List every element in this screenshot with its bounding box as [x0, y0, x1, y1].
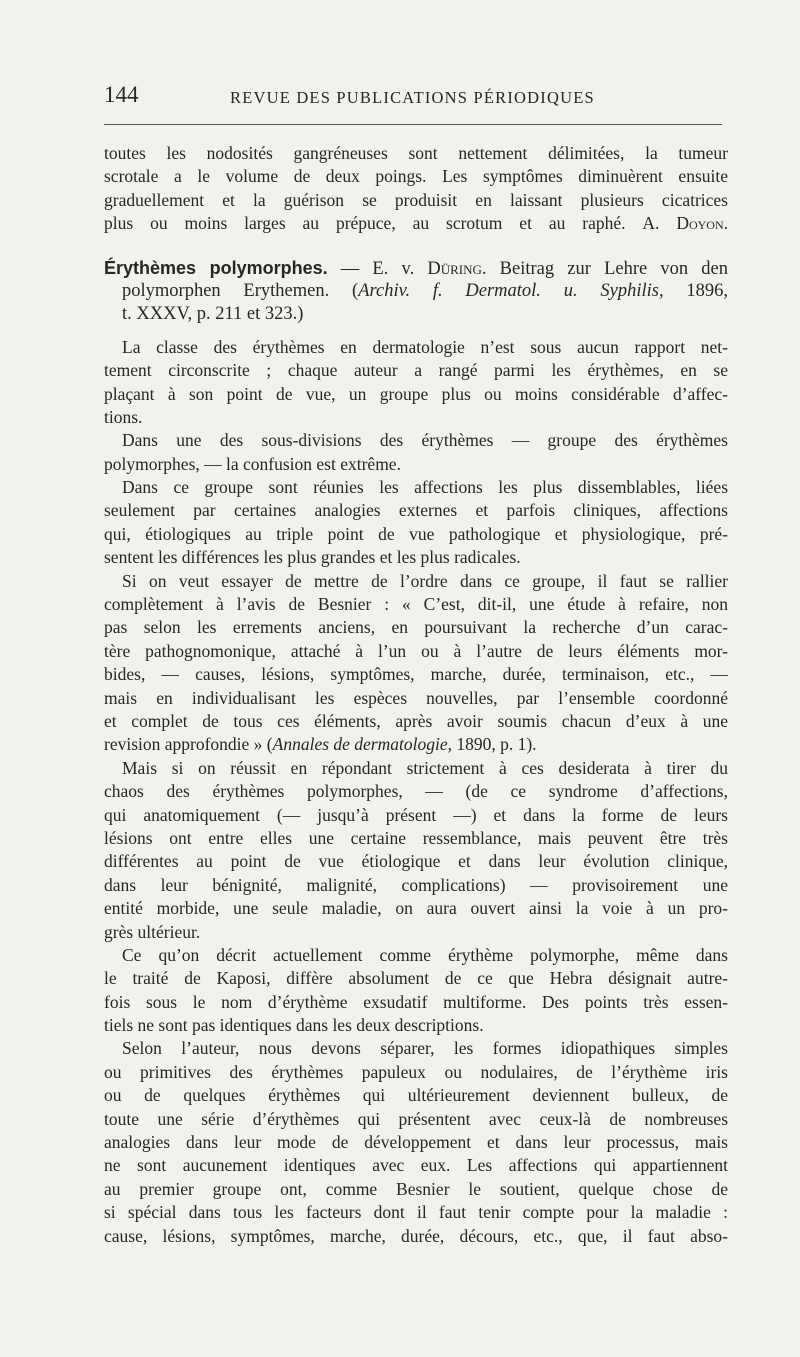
text-line: tère pathognomonique, attaché à l’un ou à l’autre de leurs éléments mor-	[104, 640, 728, 661]
text-span: revision approfondie » (	[104, 734, 273, 755]
article-citation-line	[104, 280, 728, 303]
text-line: qui anatomiquement (— jusqu’à présent —) et dans la forme de leurs	[104, 804, 728, 825]
text-line: ou primitives des érythèmes papuleux ou nodulaires, de l’érythème iris	[104, 1061, 728, 1082]
text-line: si spécial dans tous les facteurs dont il faut tenir compte pour la maladie :	[104, 1202, 728, 1223]
text-line: Mais si on réussit en répondant strictement à ces desiderata à tirer du	[122, 757, 728, 778]
text-line	[104, 733, 728, 756]
text-line: cause, lésions, symptômes, marche, durée, décours, etc., que, il faut abso-	[104, 1225, 728, 1246]
text-line: seulement par certaines analogies externes et parfois cliniques, affections	[104, 500, 728, 521]
text-line: Selon l’auteur, nous devons séparer, les formes idiopathiques simples	[122, 1038, 728, 1059]
article-heading-line	[104, 257, 728, 280]
text-line: scrotale a le volume de deux poings. Les symptômes diminuèrent ensuite	[104, 166, 728, 187]
text-line: tement circonscrite ; chaque auteur a rangé parmi les érythèmes, en se	[104, 360, 728, 381]
text-line: analogies dans leur mode de développement et dans leur processus, mais	[104, 1132, 728, 1153]
citation-year: 1896,	[663, 280, 729, 301]
page-number: 144	[104, 82, 139, 107]
text-line: ne sont aucunement identiques avec eux. Les affections qui appartiennent	[104, 1155, 728, 1176]
text-line: bides, — causes, lésions, symptômes, marche, durée, terminaison, etc., —	[104, 664, 728, 685]
text-line: Si on veut essayer de mettre de l’ordre dans ce groupe, il faut se rallier	[122, 570, 728, 591]
text-line: lésions ont entre elles une certaine ressemblance, mais peuvent être très	[104, 827, 728, 848]
text-line: toutes les nodosités gangréneuses sont nettement délimitées, la tumeur	[104, 143, 728, 163]
text-line: le traité de Kaposi, diffère absolument de ce que Hebra désignait autre-	[104, 968, 728, 989]
article-dash: — E. v.	[327, 258, 428, 279]
reviewer-signature: A. Doyon.	[642, 213, 728, 234]
running-title: REVUE DES PUBLICATIONS PÉRIODIQUES	[230, 88, 595, 107]
header-rule	[104, 124, 722, 125]
text-line: dans leur bénignité, malignité, complications) — provisoirement une	[104, 874, 728, 895]
page-header	[104, 82, 724, 112]
text-line: fois sous le nom d’érythème exsudatif multiforme. Des points très essen-	[104, 991, 728, 1012]
text-line: complètement à l’avis de Besnier : « C’est, dit-il, une étude à refaire, non	[104, 594, 728, 615]
text-line: Dans ce groupe sont réunies les affections les plus dissemblables, liées	[122, 477, 728, 498]
text-line: polymorphes, — la confusion est extrême.	[104, 453, 401, 474]
article-volume-line: t. XXXV, p. 211 et 323.)	[122, 304, 304, 325]
text-line: au premier groupe ont, comme Besnier le soutient, quelque chose de	[104, 1178, 728, 1199]
text-span: plus ou moins larges au prépuce, au scrotum et au raphé.	[104, 213, 626, 234]
text-line: La classe des érythèmes en dermatologie n’est sous aucun rapport net-	[122, 336, 728, 357]
section-gap	[104, 236, 728, 257]
text-line: chaos des érythèmes polymorphes, — (de ce syndrome d’affections,	[104, 781, 728, 802]
text-span: 1890, p. 1).	[451, 734, 537, 755]
journal-name: Archiv. f. Dermatol. u. Syphilis,	[358, 280, 664, 301]
text-line: qui, étiologiques au triple point de vue pathologique et physiologique, pré-	[104, 523, 728, 544]
text-line: plaçant à son point de vue, un groupe plus ou moins considérable d’affec-	[104, 383, 728, 404]
text-line: tiels ne sont pas identiques dans les deux descriptions.	[104, 1015, 484, 1036]
text-line: ou de quelques érythèmes qui ultérieurement deviennent bulleux, de	[104, 1085, 728, 1106]
article-title: Érythèmes polymorphes.	[104, 257, 328, 278]
citation-pre: polymorphen Erythemen. (	[122, 280, 359, 301]
text-line: différentes au point de vue étiologique et dans leur évolution clinique,	[104, 851, 728, 872]
text-line: Dans une des sous-divisions des érythèmes — groupe des érythèmes	[122, 430, 728, 451]
text-line: mais en individualisant les espèces nouvelles, par l’ensemble coordonné	[104, 687, 728, 708]
text-line: tions.	[104, 406, 143, 427]
cited-work: Annales de dermatologie,	[272, 734, 452, 755]
text-line: sentent les différences les plus grandes et les plus radicales.	[104, 547, 521, 568]
body-text	[104, 142, 728, 1248]
section-gap	[104, 327, 728, 336]
text-line: et complet de tous ces éléments, après avoir soumis chacun d’eux à une	[104, 710, 728, 731]
text-line: entité morbide, une seule maladie, on aura ouvert ainsi la voie à un pro-	[104, 898, 728, 919]
article-author: Düring.	[427, 258, 487, 279]
text-line: toute une série d’érythèmes qui présentent avec ceux-là de nombreuses	[104, 1108, 728, 1129]
text-line: pas selon les errements anciens, en poursuivant la recherche d’un carac-	[104, 617, 728, 638]
text-line: graduellement et la guérison se produisit en laissant plusieurs cicatrices	[104, 189, 728, 210]
text-line: Ce qu’on décrit actuellement comme érythème polymorphe, même dans	[122, 944, 728, 965]
article-title-rest: Beitrag zur Lehre von den	[486, 258, 728, 279]
text-line: grès ultérieur.	[104, 921, 201, 942]
text-line-signed	[104, 212, 728, 235]
